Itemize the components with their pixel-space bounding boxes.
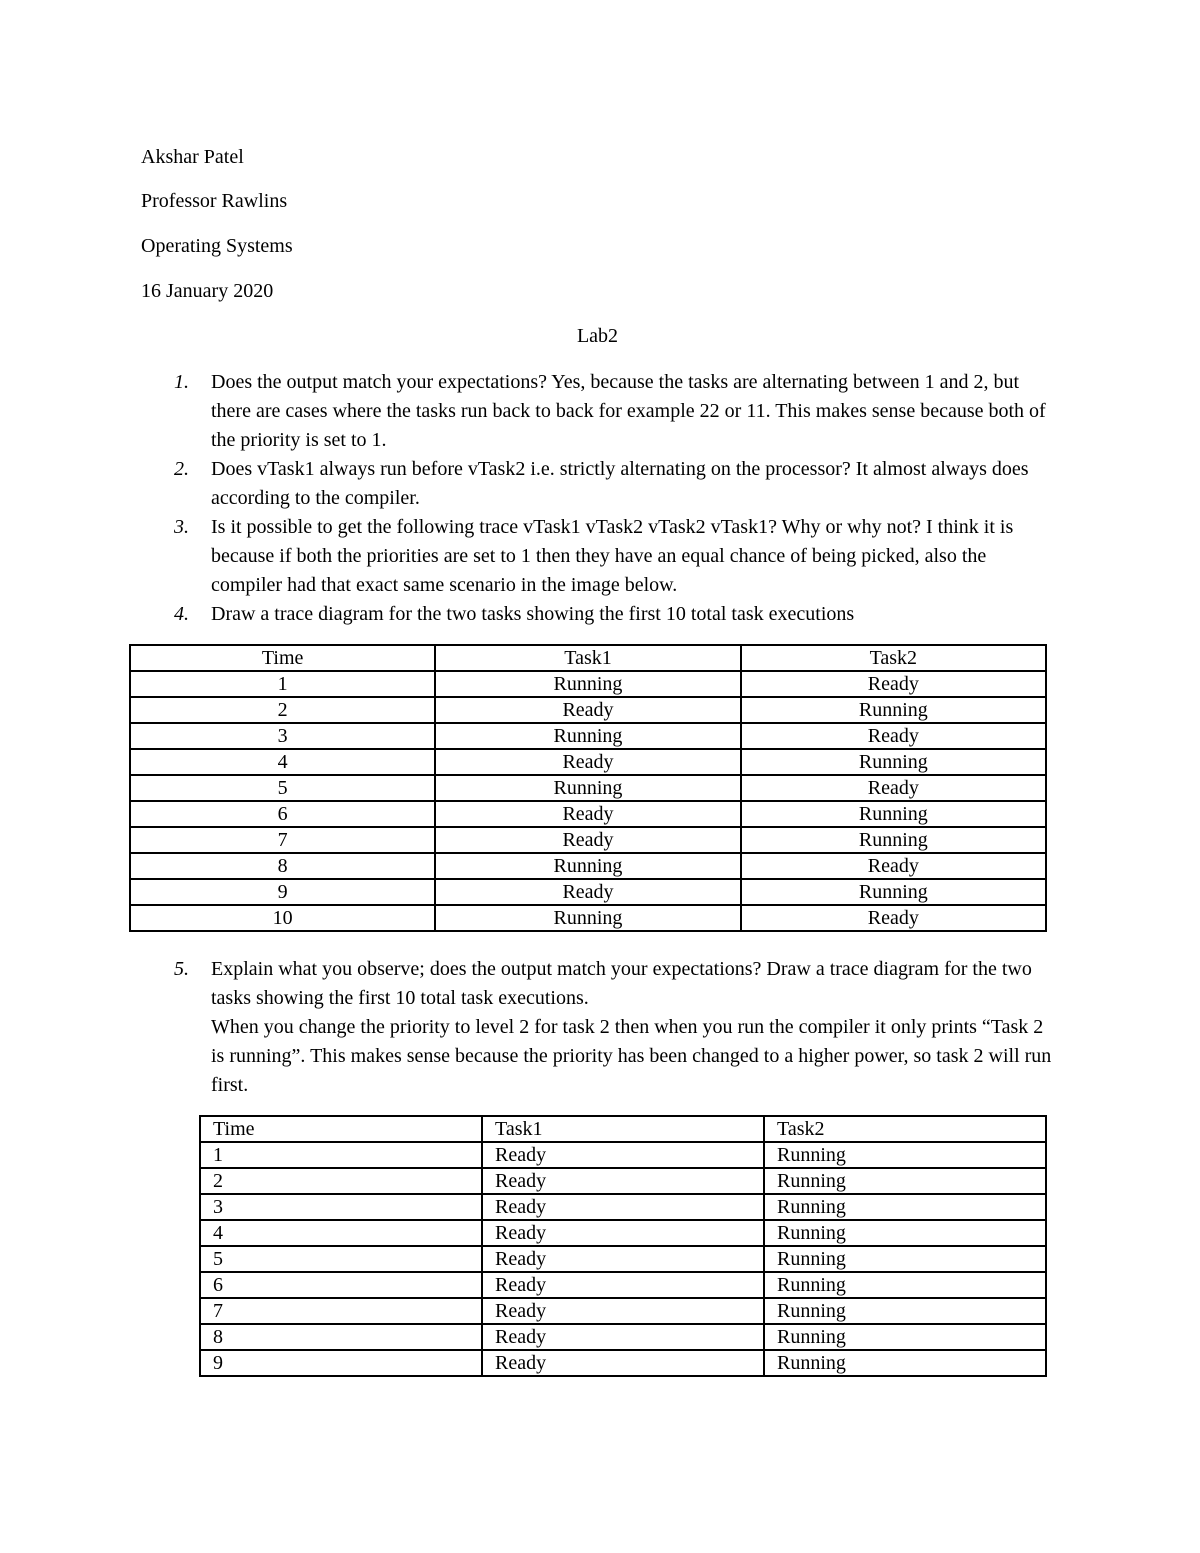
question-item <box>160 455 1060 513</box>
task1-cell: Ready <box>482 1194 764 1220</box>
task1-cell: Running <box>435 905 740 931</box>
table-row <box>200 1168 1046 1194</box>
column-header: Task2 <box>741 645 1046 671</box>
question-text: Draw a trace diagram for the two tasks showing the first 10 total task executions <box>211 603 855 625</box>
table-row <box>130 671 1046 697</box>
column-header: Task2 <box>764 1116 1046 1142</box>
column-header: Task1 <box>482 1116 764 1142</box>
task1-cell: Ready <box>435 827 740 853</box>
table-row <box>130 697 1046 723</box>
task2-cell: Running <box>764 1272 1046 1298</box>
question-number: 5. <box>174 958 189 980</box>
document-date: 16 January 2020 <box>141 280 274 302</box>
trace-table-task2-priority <box>199 1115 1047 1377</box>
time-cell: 9 <box>130 879 435 905</box>
time-cell: 6 <box>130 801 435 827</box>
table-row <box>200 1272 1046 1298</box>
task1-cell: Ready <box>435 801 740 827</box>
column-header: Task1 <box>435 645 740 671</box>
table-row <box>130 827 1046 853</box>
time-cell: 6 <box>200 1272 482 1298</box>
task2-cell: Running <box>764 1350 1046 1376</box>
task2-cell: Ready <box>741 905 1046 931</box>
task1-cell: Ready <box>482 1350 764 1376</box>
task1-cell: Ready <box>482 1246 764 1272</box>
question-number: 1. <box>174 371 189 393</box>
task1-cell: Running <box>435 671 740 697</box>
page-title: Lab2 <box>576 325 619 347</box>
question-number: 4. <box>174 603 189 625</box>
task2-cell: Ready <box>741 723 1046 749</box>
column-header: Time <box>200 1116 482 1142</box>
task1-cell: Ready <box>435 697 740 723</box>
task2-cell: Running <box>764 1324 1046 1350</box>
task2-cell: Ready <box>741 775 1046 801</box>
time-cell: 2 <box>130 697 435 723</box>
time-cell: 5 <box>200 1246 482 1272</box>
task1-cell: Ready <box>482 1298 764 1324</box>
question-list-continued <box>160 955 1060 1100</box>
table-row <box>200 1350 1046 1376</box>
task2-cell: Ready <box>741 853 1046 879</box>
table-header-row <box>200 1116 1046 1142</box>
task2-cell: Running <box>764 1246 1046 1272</box>
table-row <box>130 853 1046 879</box>
time-cell: 4 <box>200 1220 482 1246</box>
task1-cell: Running <box>435 853 740 879</box>
question-text: Explain what you observe; does the output match your expectations? Draw a trace diagram for the two tasks showing the first 10 total task executions. <box>211 958 1032 1009</box>
question-list <box>160 368 1060 629</box>
table-row <box>130 775 1046 801</box>
time-cell: 3 <box>130 723 435 749</box>
question-item <box>160 513 1060 600</box>
time-cell: 10 <box>130 905 435 931</box>
column-header: Time <box>130 645 435 671</box>
task1-cell: Ready <box>482 1272 764 1298</box>
task2-cell: Running <box>764 1194 1046 1220</box>
table-header-row <box>130 645 1046 671</box>
table-row <box>130 905 1046 931</box>
table-row <box>130 723 1046 749</box>
table-row <box>130 879 1046 905</box>
table-row <box>200 1142 1046 1168</box>
task2-cell: Running <box>741 801 1046 827</box>
table-row <box>200 1220 1046 1246</box>
task2-cell: Running <box>741 879 1046 905</box>
table-row <box>200 1246 1046 1272</box>
time-cell: 8 <box>200 1324 482 1350</box>
professor-name: Professor Rawlins <box>141 190 288 212</box>
task2-cell: Running <box>741 827 1046 853</box>
time-cell: 1 <box>200 1142 482 1168</box>
time-cell: 9 <box>200 1350 482 1376</box>
task1-cell: Running <box>435 723 740 749</box>
question-number: 2. <box>174 458 189 480</box>
time-cell: 7 <box>130 827 435 853</box>
time-cell: 2 <box>200 1168 482 1194</box>
trace-table-equal-priority <box>129 644 1047 932</box>
question-text: Is it possible to get the following trace vTask1 vTask2 vTask2 vTask1? Why or why not? I think it is because if both the priorities are set to 1 then they have an equal chance of being picked, also the compiler had that exact same scenario in the image below. <box>211 516 1014 596</box>
task1-cell: Ready <box>482 1142 764 1168</box>
answer-text: When you change the priority to level 2 for task 2 then when you run the compiler it only prints “Task 2 is running”. This makes sense because the priority has been changed to a higher power, so task 2 will run first. <box>211 1016 1052 1096</box>
time-cell: 7 <box>200 1298 482 1324</box>
task1-cell: Ready <box>435 749 740 775</box>
question-text: Does vTask1 always run before vTask2 i.e. strictly alternating on the processor? It almost always does according to the compiler. <box>211 458 1029 509</box>
table-row <box>200 1298 1046 1324</box>
time-cell: 1 <box>130 671 435 697</box>
task2-cell: Running <box>764 1168 1046 1194</box>
question-item <box>160 955 1060 1100</box>
table-row <box>130 801 1046 827</box>
time-cell: 3 <box>200 1194 482 1220</box>
task2-cell: Running <box>741 697 1046 723</box>
author-name: Akshar Patel <box>141 146 244 168</box>
course-name: Operating Systems <box>141 235 293 257</box>
task1-cell: Ready <box>435 879 740 905</box>
task2-cell: Running <box>764 1220 1046 1246</box>
table-row <box>130 749 1046 775</box>
task2-cell: Running <box>764 1142 1046 1168</box>
time-cell: 4 <box>130 749 435 775</box>
time-cell: 8 <box>130 853 435 879</box>
task2-cell: Running <box>764 1298 1046 1324</box>
time-cell: 5 <box>130 775 435 801</box>
task1-cell: Ready <box>482 1168 764 1194</box>
task2-cell: Ready <box>741 671 1046 697</box>
task1-cell: Ready <box>482 1324 764 1350</box>
question-item <box>160 368 1060 455</box>
task1-cell: Ready <box>482 1220 764 1246</box>
question-number: 3. <box>174 516 189 538</box>
table-row <box>200 1324 1046 1350</box>
task2-cell: Running <box>741 749 1046 775</box>
question-item <box>160 600 1060 629</box>
question-text: Does the output match your expectations? Yes, because the tasks are alternating between 1 and 2, but there are cases where the tasks run back to back for example 22 or 11. This makes sense because both of the priority is set to 1. <box>211 371 1046 451</box>
table-row <box>200 1194 1046 1220</box>
task1-cell: Running <box>435 775 740 801</box>
